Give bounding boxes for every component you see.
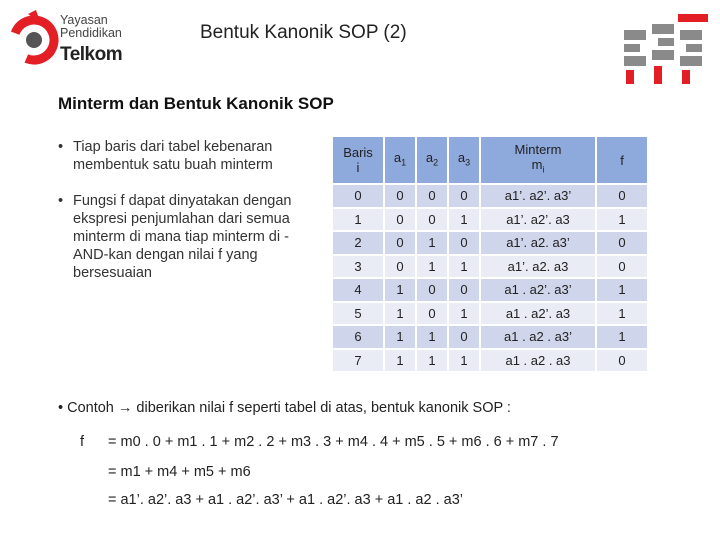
cell-a1: 0: [385, 185, 415, 207]
cell-f: 0: [597, 256, 647, 278]
equation-line1: [80, 434, 559, 450]
cell-i: 0: [333, 185, 383, 207]
example-bullet: •: [58, 400, 68, 416]
cell-a3: 0: [449, 279, 479, 301]
slide-title: Bentuk Kanonik SOP (2): [200, 22, 407, 43]
equation-text: = m0 . 0 + m1 . 1 + m2 . 2 + m3 . 3 + m4 . 4 + m5 . 5 + m6 . 6 + m7 . 7: [108, 434, 559, 450]
cell-f: 0: [597, 232, 647, 254]
table-row: [333, 279, 647, 301]
header-a3: $a_3$: [449, 137, 479, 183]
cell-a3: 0: [449, 326, 479, 348]
example-intro: [58, 400, 511, 416]
cell-f: 0: [597, 185, 647, 207]
cell-f: 0: [597, 350, 647, 372]
logo-brand: Telkom: [60, 44, 123, 65]
cell-a2: 1: [417, 350, 447, 372]
emblem-icon: [618, 10, 714, 90]
logo-line2: Pendidikan: [60, 26, 122, 40]
cell-f: 1: [597, 303, 647, 325]
logo-text: [60, 14, 122, 40]
example-text: Contoh → diberikan nilai f seperti tabel di atas, bentuk kanonik SOP :: [67, 400, 511, 416]
cell-a2: 1: [417, 256, 447, 278]
cell-minterm: a1 . a2 . a3’: [481, 326, 595, 348]
cell-minterm: a1 . a2 . a3: [481, 350, 595, 372]
section-subtitle: Minterm dan Bentuk Kanonik SOP: [58, 94, 334, 113]
equation-text: = m1 + m4 + m5 + m6: [108, 464, 251, 480]
cell-a2: 0: [417, 303, 447, 325]
cell-i: 3: [333, 256, 383, 278]
cell-i: 7: [333, 350, 383, 372]
equation-text: = a1’. a2’. a3 + a1 . a2’. a3’ + a1 . a2’. a3 + a1 . a2 . a3’: [108, 492, 463, 508]
header-baris: Baris i: [333, 137, 383, 183]
cell-i: 4: [333, 279, 383, 301]
cell-i: 2: [333, 232, 383, 254]
table-row: [333, 350, 647, 372]
table-row: [333, 232, 647, 254]
cell-a2: 1: [417, 232, 447, 254]
cell-f: 1: [597, 209, 647, 231]
header-a1: $a_1$: [385, 137, 415, 183]
header-minterm: Minterm $m_i$: [481, 137, 595, 183]
cell-i: 5: [333, 303, 383, 325]
cell-a2: 1: [417, 326, 447, 348]
cell-i: 6: [333, 326, 383, 348]
cell-a3: 1: [449, 350, 479, 372]
cell-i: 1: [333, 209, 383, 231]
table-header-row: [333, 137, 647, 183]
cell-f: 1: [597, 279, 647, 301]
logo-line1: Yayasan: [60, 13, 108, 27]
cell-a1: 1: [385, 350, 415, 372]
table-row: [333, 185, 647, 207]
f-label: f: [80, 434, 85, 450]
cell-a1: 0: [385, 232, 415, 254]
truth-table: [331, 135, 649, 373]
cell-a2: 0: [417, 209, 447, 231]
cell-f: 1: [597, 326, 647, 348]
cell-a2: 0: [417, 185, 447, 207]
cell-minterm: a1’. a2’. a3: [481, 209, 595, 231]
cell-minterm: a1’. a2. a3’: [481, 232, 595, 254]
cell-a3: 0: [449, 232, 479, 254]
header-a2: $a_2$: [417, 137, 447, 183]
header-f: f: [597, 137, 647, 183]
bullet-item: • Fungsi f dapat dinyatakan dengan ekspresi penjumlahan dari semua minterm di mana tiap minterm di -AND-kan dengan nilai f yang bersesuaian: [58, 192, 323, 282]
cell-a1: 0: [385, 209, 415, 231]
cell-a2: 0: [417, 279, 447, 301]
cell-a1: 1: [385, 326, 415, 348]
cell-minterm: a1’. a2’. a3’: [481, 185, 595, 207]
cell-a3: 1: [449, 256, 479, 278]
table-row: [333, 256, 647, 278]
table-row: [333, 303, 647, 325]
cell-a3: 1: [449, 303, 479, 325]
cell-a1: 1: [385, 303, 415, 325]
cell-a3: 0: [449, 185, 479, 207]
bullet-list: [58, 138, 323, 300]
cell-minterm: a1 . a2’. a3’: [481, 279, 595, 301]
cell-a1: 0: [385, 256, 415, 278]
table-row: [333, 209, 647, 231]
cell-a3: 1: [449, 209, 479, 231]
bullet-item: • Tiap baris dari tabel kebenaran membentuk satu buah minterm: [58, 138, 323, 174]
cell-minterm: a1’. a2. a3: [481, 256, 595, 278]
cell-minterm: a1 . a2’. a3: [481, 303, 595, 325]
table-row: [333, 326, 647, 348]
cell-a1: 1: [385, 279, 415, 301]
